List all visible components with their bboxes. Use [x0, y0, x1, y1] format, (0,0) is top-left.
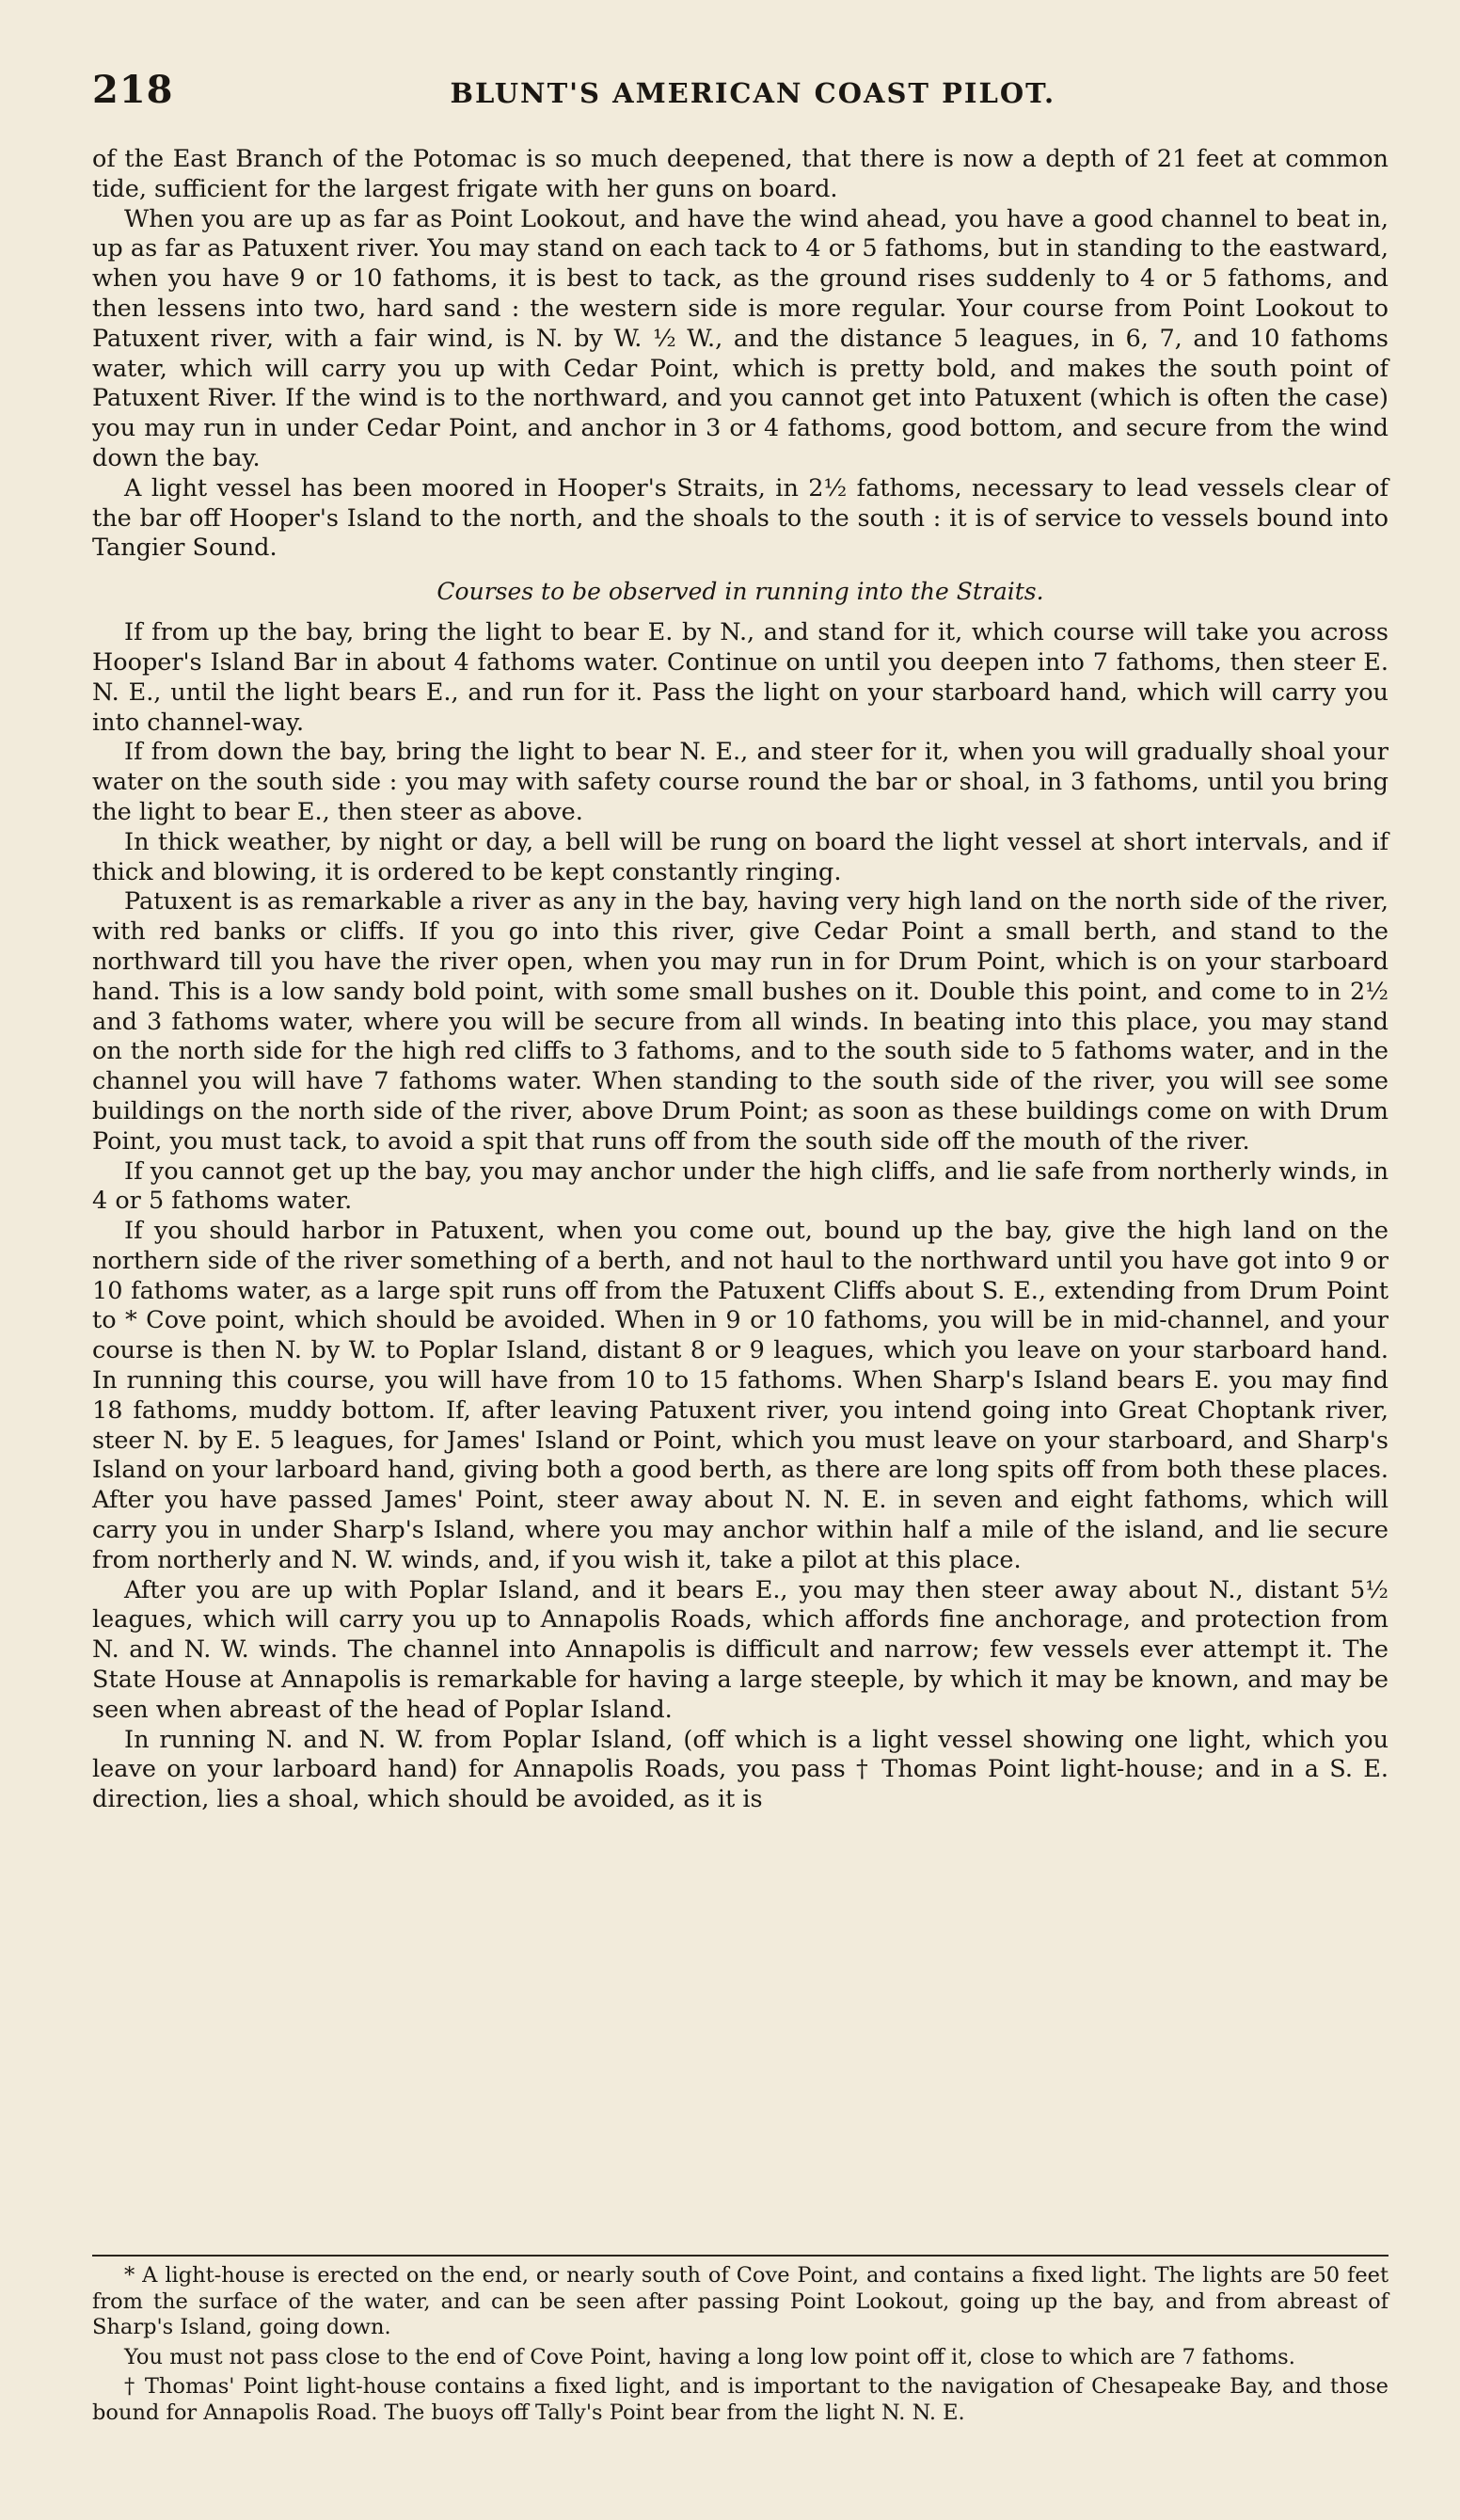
- paragraph-poplar-island: After you are up with Poplar Island, and it bears E., you may then steer away about N., distant 5½ leagues, which will carry you up to Annapolis Roads, which affords fine anchorage, and protection from N. and N. W. winds. The channel into Annapolis is difficult and narrow; few vessels ever attempt it. The State House at Annapolis is remarkable for having a large steeple, by which it may be known, and may be seen when abreast of the head of Poplar Island.: [92, 1575, 1389, 1724]
- paragraph-point-lookout: When you are up as far as Point Lookout, and have the wind ahead, you have a good channel to beat in, up as far as Patuxent river. You may stand on each tack to 4 or 5 fathoms, but in standing to the eastward, when you have 9 or 10 fathoms, it is best to tack, as the ground rises suddenly to 4 or 5 fathoms, and then lessens into two, hard sand : the western side is more regular. Your course from Point Lookout to Patuxent river, with a fair wind, is N. by W. ½ W., and the distance 5 leagues, in 6, 7, and 10 fathoms water, which will carry you up with Cedar Point, which is pretty bold, and makes the south point of Patuxent River. If the wind is to the northward, and you cannot get into Patuxent (which is often the case) you may run in under Cedar Point, and anchor in 3 or 4 fathoms, good bottom, and secure from the wind down the bay.: [92, 204, 1389, 472]
- section-subheading: Courses to be observed in running into the Straits.: [436, 578, 1044, 606]
- footnotes: [92, 2263, 1389, 2430]
- paragraph-continuation: of the East Branch of the Potomac is so much deepened, that there is now a depth of 21 feet at common tide, sufficient for the largest frigate with her guns on board.: [92, 145, 1389, 203]
- footnote-divider: [92, 2255, 1389, 2257]
- body-text: [92, 145, 1389, 1815]
- paragraph-from-up-bay: If from up the bay, bring the light to bear E. by N., and stand for it, which course will take you across Hooper's Island Bar in about 4 fathoms water. Continue on until you deepen into 7 fathoms, then steer E. N. E., until the light bears E., and run for it. Pass the light on your starboard hand, which will carry you into channel-way.: [92, 618, 1389, 737]
- paragraph-from-down-bay: If from down the bay, bring the light to bear N. E., and steer for it, when you will gradually shoal your water on the south side : you may with safety course round the bar or shoal, in 3 fathoms, until you bring the light to bear E., then steer as above.: [92, 738, 1389, 826]
- paragraph-light-vessel: A light vessel has been moored in Hooper's Straits, in 2½ fathoms, necessary to lead vessels clear of the bar off Hooper's Island to the north, and the shoals to the south : it is of service to vessels bound into Tangier Sound.: [92, 473, 1389, 563]
- footnote-thomas-point: † Thomas' Point light-house contains a fixed light, and is important to the navigation of Chesapeake Bay, and those bound for Annapolis Road. The buoys off Tally's Point bear from the light N. N. E.: [92, 2374, 1389, 2425]
- footnote-cove-point: * A light-house is erected on the end, or nearly south of Cove Point, and contains a fixed light. The lights are 50 feet from the surface of the water, and can be seen after passing Point Lookout, going up the bay, and from abreast of Sharp's Island, going down.: [92, 2263, 1389, 2339]
- paragraph-patuxent: Patuxent is as remarkable a river as any in the bay, having very high land on the north side of the river, with red banks or cliffs. If you go into this river, give Cedar Point a small berth, and stand to the northward till you have the river open, when you may run in for Drum Point, which is on your starboard hand. This is a low sandy bold point, with some small bushes on it. Double this point, and come to in 2½ and 3 fathoms water, where you will be secure from all winds. In beating into this place, you may stand on the north side for the high red cliffs to 3 fathoms, and to the south side to 5 fathoms water, and in the channel you will have 7 fathoms water. When standing to the south side of the river, you will see some buildings on the north side of the river, above Drum Point; as soon as these buildings come on with Drum Point, you must tack, to avoid a spit that runs off from the south side off the mouth of the river.: [92, 887, 1389, 1156]
- footnote-cove-point-caution: You must not pass close to the end of Cove Point, having a long low point off it, close to which are 7 fathoms.: [124, 2344, 1295, 2369]
- paragraph-harbor-patuxent: If you should harbor in Patuxent, when you come out, bound up the bay, give the high land on the northern side of the river something of a berth, and not haul to the northward until you have got into 9 or 10 fathoms water, as a large spit runs off from the Patuxent Cliffs about S. E., extending from Drum Point to * Cove point, which should be avoided. When in 9 or 10 fathoms, you will be in mid-channel, and your course is then N. by W. to Poplar Island, distant 8 or 9 leagues, which you leave on your starboard hand. In running this course, you will have from 10 to 15 fathoms. When Sharp's Island bears E. you may find 18 fathoms, muddy bottom. If, after leaving Patuxent river, you intend going into Great Choptank river, steer N. by E. 5 leagues, for James' Island or Point, which you must leave on your starboard, and Sharp's Island on your larboard hand, giving both a good berth, as there are long spits off from both these places. After you have passed James' Point, steer away about N. N. E. in seven and eight fathoms, which will carry you in under Sharp's Island, where you may anchor within half a mile of the island, and lie secure from northerly and N. W. winds, and, if you wish it, take a pilot at this place.: [92, 1217, 1389, 1574]
- paragraph-thick-weather: In thick weather, by night or day, a bell will be rung on board the light vessel at short intervals, and if thick and blowing, it is ordered to be kept constantly ringing.: [92, 827, 1389, 886]
- running-head: BLUNT'S AMERICAN COAST PILOT.: [450, 77, 1056, 109]
- page-number: 218: [92, 68, 174, 112]
- paragraph-annapolis-roads: In running N. and N. W. from Poplar Island, (off which is a light vessel showing one light, which you leave on your larboard hand) for Annapolis Roads, you pass † Thomas Point light-house; and in a S. E. direction, lies a shoal, which should be avoided, as it is: [92, 1725, 1389, 1814]
- paragraph-anchor-cliffs: If you cannot get up the bay, you may anchor under the high cliffs, and lie safe from northerly winds, in 4 or 5 fathoms water.: [92, 1156, 1389, 1216]
- page-header: [92, 68, 1389, 124]
- book-page: [92, 68, 1389, 1815]
